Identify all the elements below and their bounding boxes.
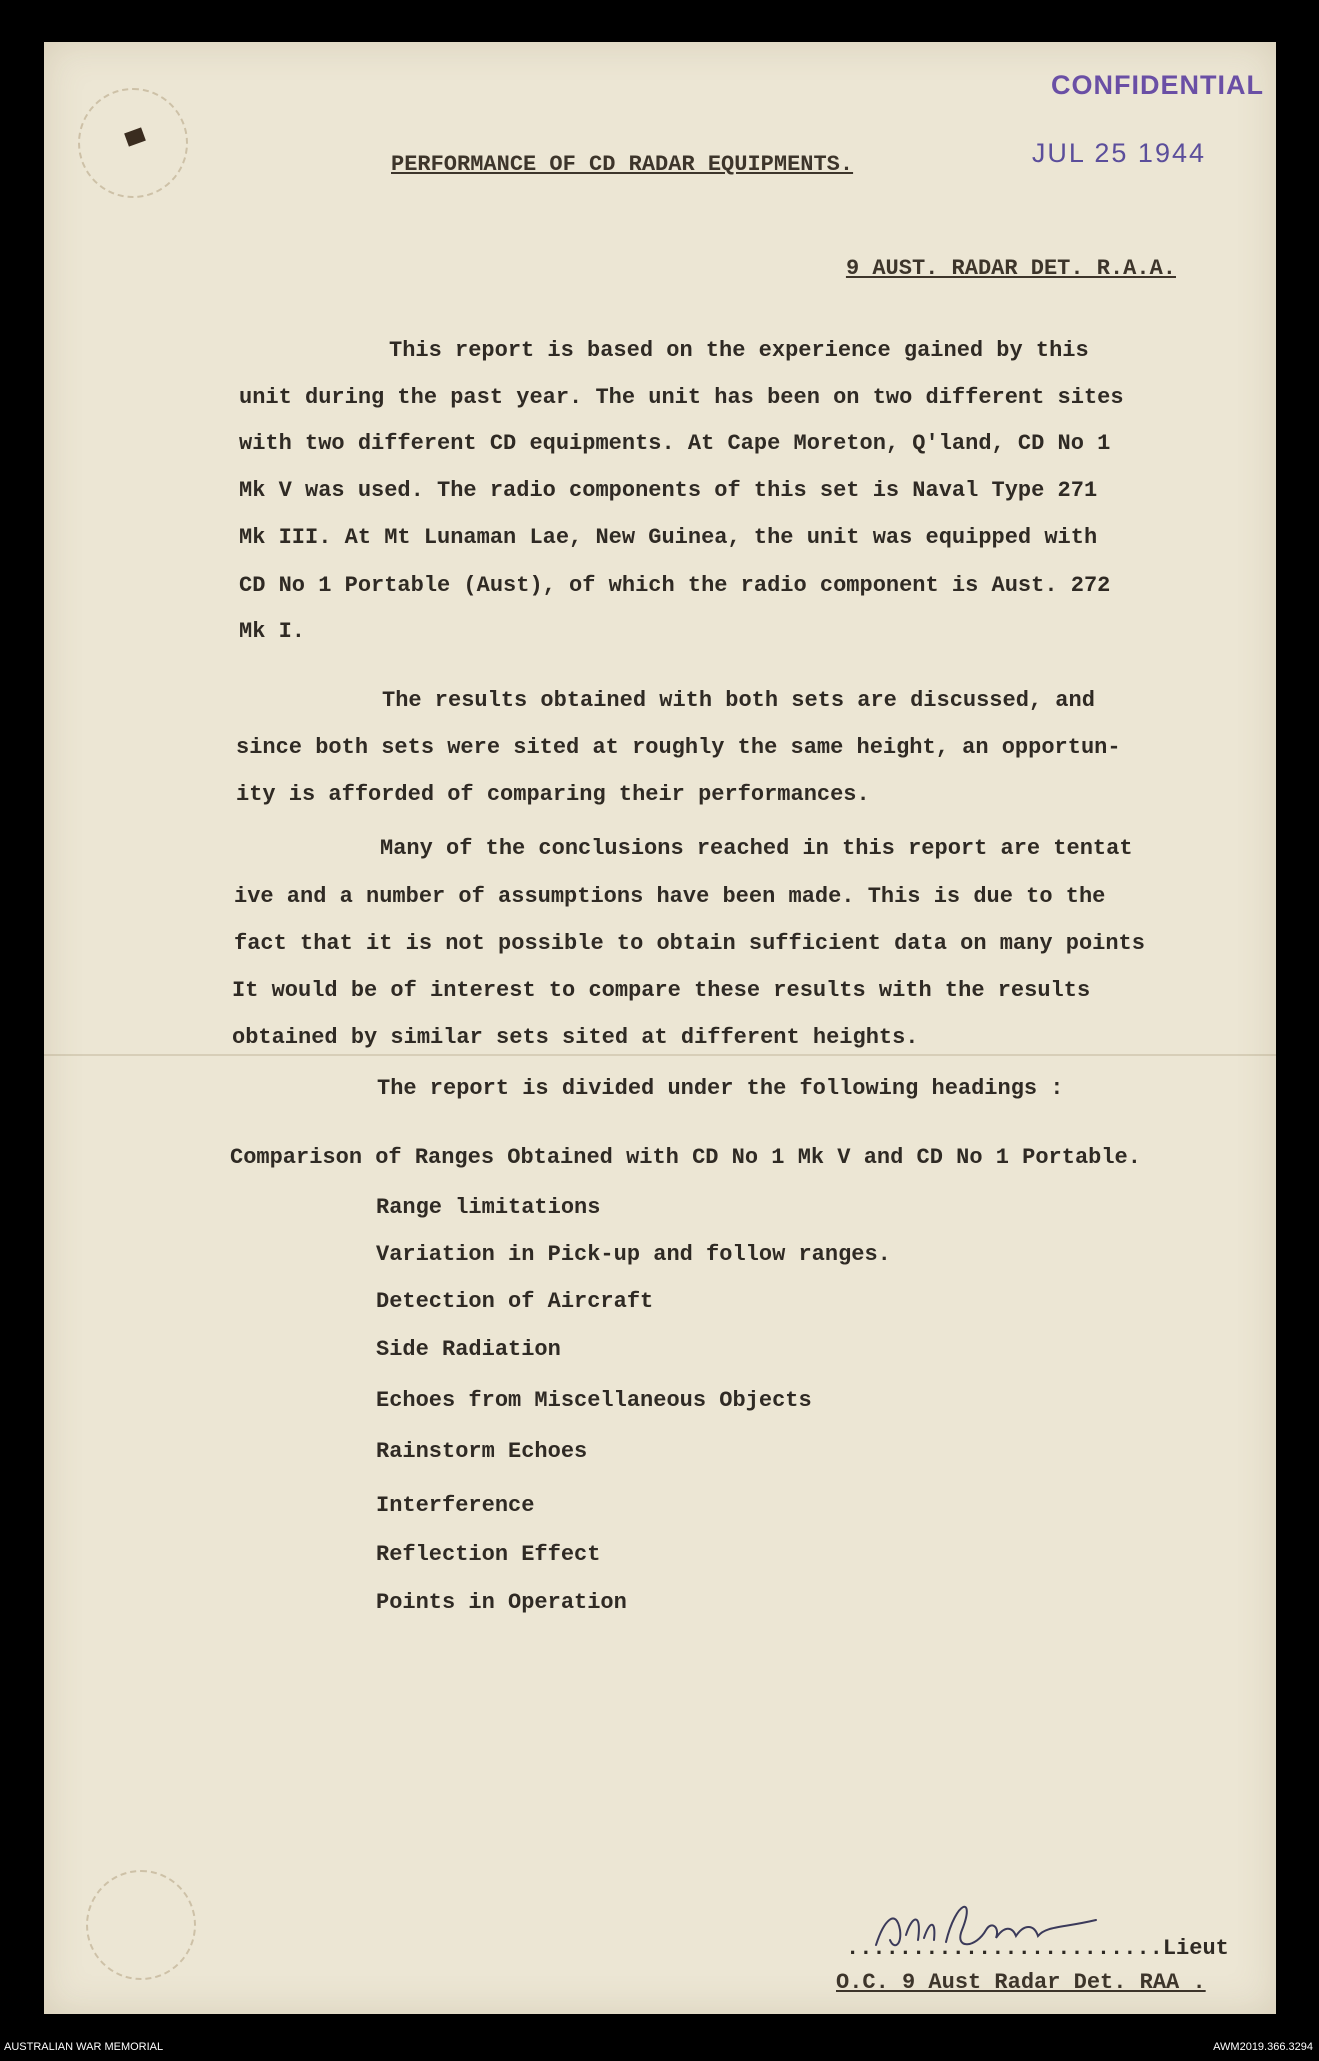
paragraph-3-line-1: Many of the conclusions reached in this report are tentat (380, 836, 1133, 861)
paragraph-3-line-4: It would be of interest to compare these results with the results (232, 978, 1091, 1003)
heading-item: Rainstorm Echoes (376, 1439, 588, 1464)
paragraph-2-line-3: ity is afforded of comparing their performances. (236, 782, 870, 807)
first-heading: Comparison of Ranges Obtained with CD No 1 Mk V and CD No 1 Portable. (230, 1145, 1141, 1170)
signature-block (786, 1862, 1246, 1995)
heading-item: Range limitations (376, 1195, 601, 1220)
paragraph-1-line-6: CD No 1 Portable (Aust), of which the radio component is Aust. 272 (239, 573, 1111, 598)
paragraph-2-line-2: since both sets were sited at roughly the same height, an opportun- (236, 735, 1121, 760)
paragraph-1-line-7: Mk I. (239, 619, 306, 644)
punch-hole-bottom (86, 1870, 196, 1980)
heading-item: Interference (376, 1493, 535, 1518)
document-page (44, 42, 1276, 2014)
paragraph-1-line-1: This report is based on the experience gained by this (389, 338, 1089, 363)
heading-item: Side Radiation (376, 1337, 561, 1362)
footer-credit: AUSTRALIAN WAR MEMORIAL (4, 2041, 164, 2053)
fold-line (44, 1054, 1276, 1056)
heading-item: Detection of Aircraft (376, 1289, 654, 1314)
date-stamp: JUL 25 1944 (1031, 138, 1206, 168)
paragraph-1-line-5: Mk III. At Mt Lunaman Lae, New Guinea, the unit was equipped with (239, 525, 1098, 550)
heading-item: Echoes from Miscellaneous Objects (376, 1388, 812, 1413)
paragraph-3-line-3: fact that it is not possible to obtain sufficient data on many points (234, 931, 1145, 956)
paragraph-1-line-2: unit during the past year. The unit has been on two different sites (239, 385, 1124, 410)
paragraph-3-line-2: ive and a number of assumptions have been made. This is due to the (234, 884, 1106, 909)
paragraph-1-line-4: Mk V was used. The radio components of this set is Naval Type 271 (239, 478, 1098, 503)
document-title: PERFORMANCE OF CD RADAR EQUIPMENTS. (391, 152, 854, 177)
heading-item: Points in Operation (376, 1590, 627, 1615)
confidential-stamp: CONFIDENTIAL (1051, 70, 1264, 100)
signatory-title: O.C. 9 Aust Radar Det. RAA . (836, 1970, 1206, 1995)
paragraph-3-line-5: obtained by similar sets sited at different heights. (232, 1025, 919, 1050)
signature-line: ........................Lieut (846, 1936, 1229, 1961)
paragraph-2-line-1: The results obtained with both sets are discussed, and (382, 688, 1095, 713)
footer-reference: AWM2019.366.3294 (1213, 2041, 1313, 2053)
heading-item: Variation in Pick-up and follow ranges. (376, 1242, 891, 1267)
paragraph-1-line-3: with two different CD equipments. At Cape Moreton, Q'land, CD No 1 (239, 431, 1111, 456)
heading-item: Reflection Effect (376, 1542, 601, 1567)
paragraph-4-line-1: The report is divided under the following headings : (377, 1076, 1064, 1101)
unit-heading: 9 AUST. RADAR DET. R.A.A. (845, 256, 1176, 281)
